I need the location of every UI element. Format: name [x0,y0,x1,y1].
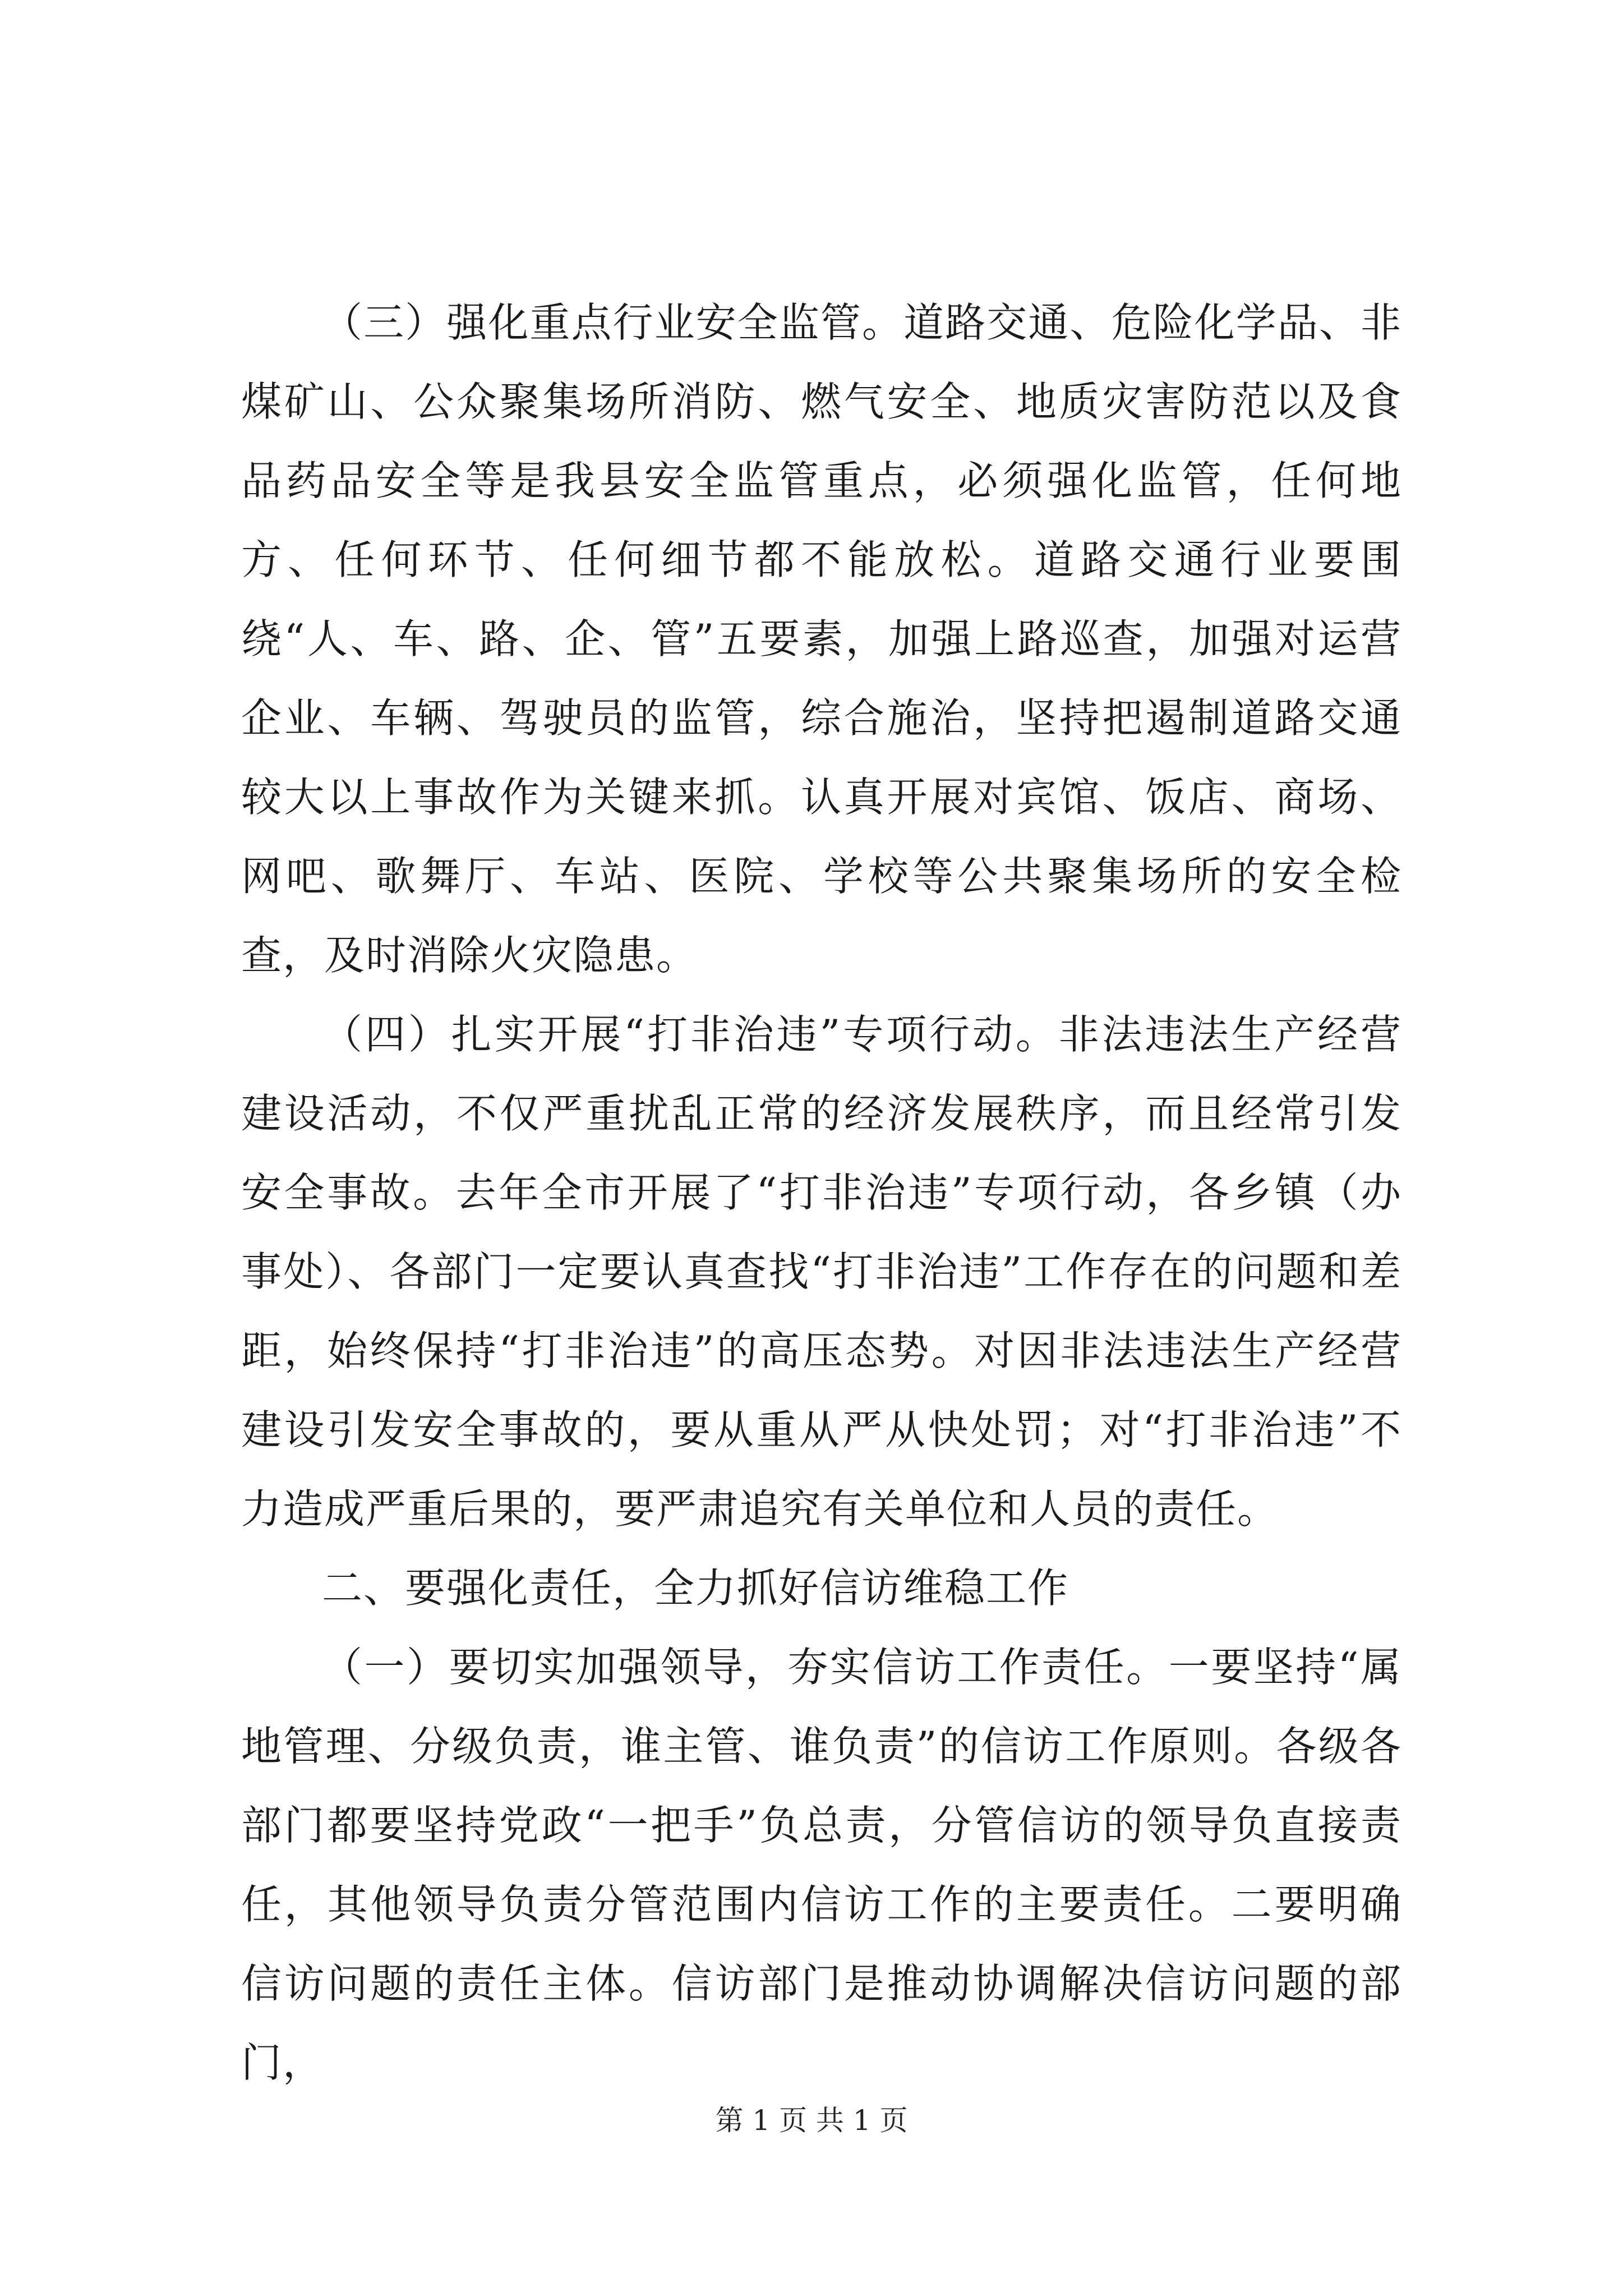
paragraph-section-four: （四）扎实开展“打非治违”专项行动。非法违法生产经营建设活动，不仅严重扰乱正常的经济发展秩序，而且经常引发安全事故。去年全市开展了“打非治违”专项行动，各乡镇（办事处）、各部门一定要认真查找“打非治违”工作存在的问题和差距，始终保持“打非治违”的高压态势。对因非法违法生产经营建设引发安全事故的，要从重从严从快处罚；对“打非治违”不力造成严重后果的，要严肃追究有关单位和人员的责任。 [241,1011,1402,1533]
document-body [241,283,1402,2102]
paragraph-subsection-one: （一）要切实加强领导，夯实信访工作责任。一要坚持“属地管理、分级负责，谁主管、谁负责”的信访工作原则。各级各部门都要坚持党政“一把手”负总责，分管信访的领导负直接责任，其他领导负责分管范围内信访工作的主要责任。二要明确信访问题的责任主体。信访部门是推动协调解决信访问题的部门， [241,1644,1402,2086]
page-footer: 第 1 页 共 1 页 [715,2104,908,2137]
section-heading: 二、要强化责任，全力抓好信访维稳工作 [322,1565,1069,1612]
paragraph-section-three: （三）强化重点行业安全监管。道路交通、危险化学品、非煤矿山、公众聚集场所消防、燃气安全、地质灾害防范以及食品药品安全等是我县安全监管重点，必须强化监管，任何地方、任何环节、任何细节都不能放松。道路交通行业要围绕“人、车、路、企、管”五要素，加强上路巡查，加强对运营企业、车辆、驾驶员的监管，综合施治，坚持把遏制道路交通较大以上事故作为关键来抓。认真开展对宾馆、饭店、商场、网吧、歌舞厅、车站、医院、学校等公共聚集场所的安全检查，及时消除火灾隐患。 [241,299,1402,979]
